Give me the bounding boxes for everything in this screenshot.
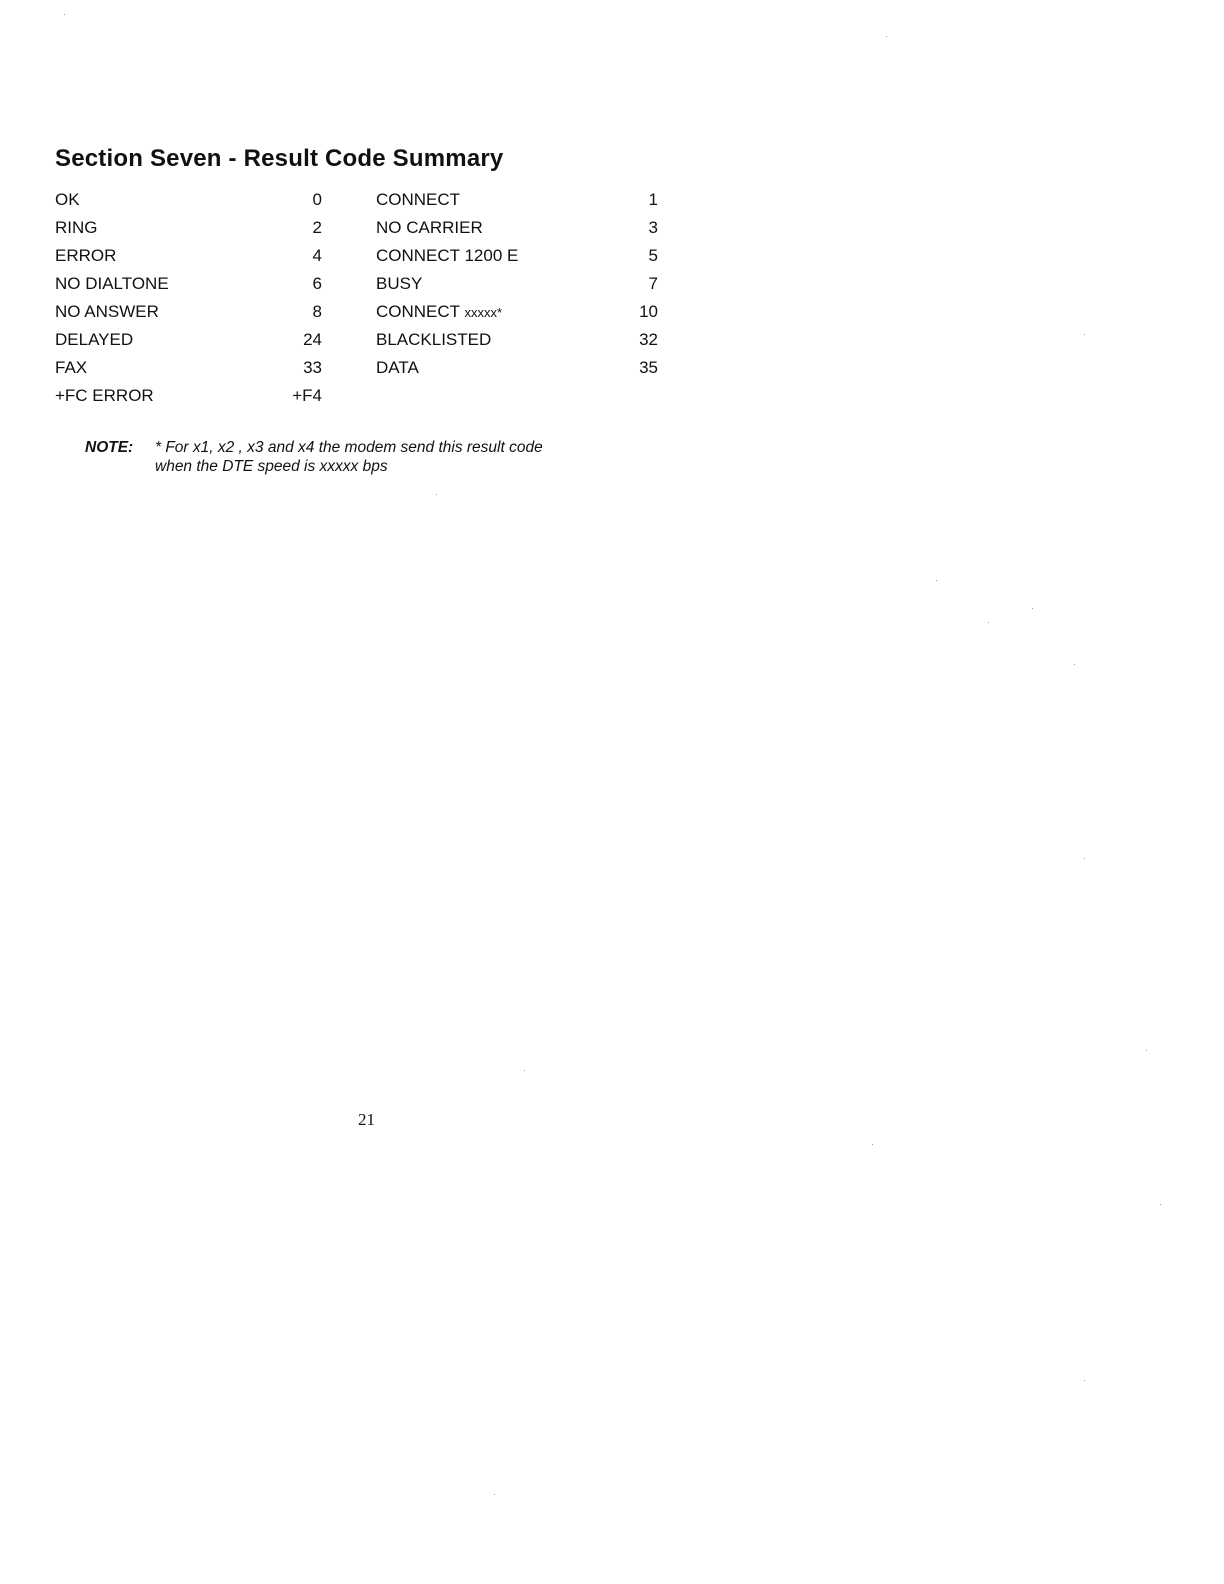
result-code bbox=[275, 354, 322, 382]
result-code-text: 2 bbox=[312, 218, 322, 237]
result-code-text: 10 bbox=[639, 302, 658, 321]
result-name bbox=[55, 326, 275, 354]
result-code bbox=[275, 186, 322, 214]
scan-speck bbox=[1084, 1380, 1085, 1381]
result-name-text: CONNECT bbox=[376, 302, 465, 321]
result-code bbox=[606, 382, 658, 410]
result-name bbox=[55, 270, 275, 298]
scan-speck bbox=[1146, 1050, 1147, 1051]
result-name-text: CONNECT 1200 E bbox=[376, 246, 519, 265]
result-code-text: 24 bbox=[303, 330, 322, 349]
scan-speck bbox=[988, 622, 989, 623]
result-name-text: BLACKLISTED bbox=[376, 330, 492, 349]
result-code-text: 32 bbox=[639, 330, 658, 349]
scan-speck bbox=[64, 14, 65, 15]
scan-speck bbox=[1032, 608, 1033, 609]
result-name bbox=[376, 298, 606, 326]
result-name bbox=[376, 214, 606, 242]
result-name bbox=[55, 382, 275, 410]
scan-speck bbox=[436, 494, 437, 495]
result-code-row bbox=[55, 214, 658, 242]
result-code-row bbox=[55, 242, 658, 270]
result-name bbox=[376, 382, 606, 410]
result-code bbox=[275, 270, 322, 298]
result-code bbox=[275, 214, 322, 242]
result-name bbox=[55, 186, 275, 214]
page-title: Section Seven - Result Code Summary bbox=[55, 145, 504, 172]
column-gap bbox=[322, 242, 376, 270]
result-name-text: DELAYED bbox=[55, 330, 134, 349]
result-code bbox=[606, 242, 658, 270]
scan-speck bbox=[524, 1070, 525, 1071]
result-name-text: NO ANSWER bbox=[55, 302, 159, 321]
column-gap bbox=[322, 382, 376, 410]
result-code-text: 1 bbox=[648, 190, 658, 209]
result-code-row bbox=[55, 326, 658, 354]
scan-speck bbox=[1074, 664, 1075, 665]
result-code-row bbox=[55, 382, 658, 410]
result-code-row bbox=[55, 298, 658, 326]
result-name bbox=[376, 186, 606, 214]
scan-speck bbox=[494, 1494, 495, 1495]
result-code bbox=[275, 382, 322, 410]
column-gap bbox=[322, 270, 376, 298]
result-code-row bbox=[55, 270, 658, 298]
result-name-text: +FC ERROR bbox=[55, 386, 154, 405]
page-number: 21 bbox=[358, 1110, 375, 1129]
result-code-text: 6 bbox=[312, 274, 322, 293]
result-code-table bbox=[55, 186, 658, 410]
scan-speck bbox=[1084, 858, 1085, 859]
note-line-1: * For x1, x2 , x3 and x4 the modem send this result code bbox=[155, 439, 543, 456]
result-code-text: 4 bbox=[312, 246, 322, 265]
note-label: NOTE: bbox=[85, 439, 134, 456]
result-name bbox=[376, 326, 606, 354]
result-name-suffix: xxxxx* bbox=[464, 305, 503, 320]
result-code bbox=[606, 270, 658, 298]
column-gap bbox=[322, 354, 376, 382]
result-code-text: 3 bbox=[648, 218, 658, 237]
result-name bbox=[376, 354, 606, 382]
result-name-text: DATA bbox=[376, 358, 419, 377]
result-code bbox=[275, 326, 322, 354]
note-line-2: when the DTE speed is xxxxx bps bbox=[155, 458, 388, 475]
note-text bbox=[155, 438, 543, 476]
result-name-text: FAX bbox=[55, 358, 88, 377]
result-name-text: BUSY bbox=[376, 274, 423, 293]
column-gap bbox=[322, 298, 376, 326]
result-name bbox=[55, 214, 275, 242]
result-code-text: 35 bbox=[639, 358, 658, 377]
result-name bbox=[55, 242, 275, 270]
column-gap bbox=[322, 326, 376, 354]
column-gap bbox=[322, 214, 376, 242]
result-name bbox=[55, 354, 275, 382]
result-name-text: NO CARRIER bbox=[376, 218, 483, 237]
result-name-text: NO DIALTONE bbox=[55, 274, 169, 293]
result-code-row bbox=[55, 186, 658, 214]
result-name-text: ERROR bbox=[55, 246, 117, 265]
result-name bbox=[376, 242, 606, 270]
result-name bbox=[55, 298, 275, 326]
scan-speck bbox=[1084, 334, 1085, 335]
result-name-text: OK bbox=[55, 190, 80, 209]
scan-speck bbox=[1160, 1204, 1161, 1205]
result-code-text: +F4 bbox=[292, 386, 322, 405]
scan-speck bbox=[886, 36, 887, 37]
result-code bbox=[606, 354, 658, 382]
result-code-text: 7 bbox=[648, 274, 658, 293]
result-code bbox=[275, 298, 322, 326]
result-name bbox=[376, 270, 606, 298]
result-code-text: 8 bbox=[312, 302, 322, 321]
result-code bbox=[275, 242, 322, 270]
result-code bbox=[606, 326, 658, 354]
scan-speck bbox=[872, 1144, 873, 1145]
result-code bbox=[606, 214, 658, 242]
result-code bbox=[606, 298, 658, 326]
result-code-text: 0 bbox=[312, 190, 322, 209]
result-name-text: CONNECT bbox=[376, 190, 461, 209]
result-code-rows bbox=[55, 186, 658, 410]
scan-speck bbox=[936, 580, 937, 581]
result-code-text: 5 bbox=[648, 246, 658, 265]
result-code bbox=[606, 186, 658, 214]
result-code-text: 33 bbox=[303, 358, 322, 377]
column-gap bbox=[322, 186, 376, 214]
result-code-row bbox=[55, 354, 658, 382]
result-name-text: RING bbox=[55, 218, 98, 237]
